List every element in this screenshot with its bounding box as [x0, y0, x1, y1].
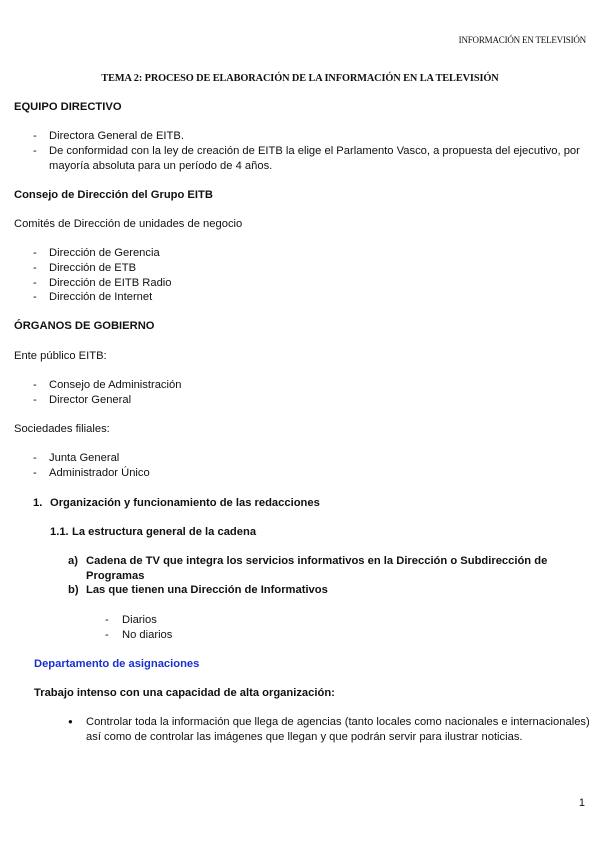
list-item: De conformidad con la ley de creación de EITB la elige el Parlamento Vasco, a propuesta del ejecutivo, por	[49, 145, 580, 157]
list-item: Directora General de EITB.	[49, 130, 184, 142]
heading-departamento-asignaciones: Departamento de asignaciones	[34, 658, 200, 670]
dash-marker: -	[33, 394, 37, 406]
section-number: 1.	[33, 497, 43, 509]
consejo-intro: Comités de Dirección de unidades de negocio	[14, 218, 243, 230]
dash-marker: -	[105, 614, 109, 626]
heading-organos-gobierno: ÓRGANOS DE GOBIERNO	[14, 320, 155, 332]
alpha-label: b)	[68, 584, 79, 596]
list-item: No diarios	[122, 629, 173, 641]
dash-marker: -	[33, 291, 37, 303]
dash-marker: -	[105, 629, 109, 641]
dash-marker: -	[33, 247, 37, 259]
dash-marker: -	[33, 452, 37, 464]
list-item: Administrador Único	[49, 467, 150, 479]
dash-marker: -	[33, 130, 37, 142]
list-item: Consejo de Administración	[49, 379, 182, 391]
filiales-label: Sociedades filiales:	[14, 423, 110, 435]
heading-equipo-directivo: EQUIPO DIRECTIVO	[14, 101, 122, 113]
alpha-item-continuation: Programas	[86, 570, 145, 582]
dash-marker: -	[33, 277, 37, 289]
section-title: Organización y funcionamiento de las redacciones	[50, 497, 320, 509]
list-item: Dirección de EITB Radio	[49, 277, 172, 289]
ente-label: Ente público EITB:	[14, 350, 107, 362]
dash-marker: -	[33, 262, 37, 274]
list-item: Junta General	[49, 452, 120, 464]
list-item-continuation: mayoría absoluta para un período de 4 años.	[49, 160, 273, 172]
list-item: Director General	[49, 394, 132, 406]
list-item: Diarios	[122, 614, 157, 626]
subsection-number: 1.1.	[50, 526, 69, 538]
dash-marker: -	[33, 379, 37, 391]
list-item: Dirección de Gerencia	[49, 247, 160, 259]
bullet-item-continuation: así como de controlar las imágenes que llegan y que podrán servir para ilustrar noticias.	[86, 731, 523, 743]
running-header: INFORMACIÓN EN TELEVISIÓN	[458, 35, 586, 45]
alpha-item: Las que tienen una Dirección de Informativos	[86, 584, 328, 596]
alpha-item: Cadena de TV que integra los servicios informativos en la Dirección o Subdirección de	[86, 555, 548, 567]
subsection-title: La estructura general de la cadena	[72, 526, 257, 538]
bullet-icon: ●	[68, 717, 73, 726]
bullet-item: Controlar toda la información que llega de agencias (tanto locales como nacionales e internacionales)	[86, 716, 590, 728]
page-number: 1	[578, 797, 585, 809]
list-item: Dirección de Internet	[49, 291, 153, 303]
dash-marker: -	[33, 145, 37, 157]
dash-marker: -	[33, 467, 37, 479]
alpha-label: a)	[68, 555, 78, 567]
page-title: TEMA 2: PROCESO DE ELABORACIÓN DE LA INFORMACIÓN EN LA TELEVISIÓN	[101, 73, 499, 84]
asignaciones-lead: Trabajo intenso con una capacidad de alta organización:	[34, 687, 335, 699]
heading-consejo-direccion: Consejo de Dirección del Grupo EITB	[14, 189, 213, 201]
list-item: Dirección de ETB	[49, 262, 137, 274]
